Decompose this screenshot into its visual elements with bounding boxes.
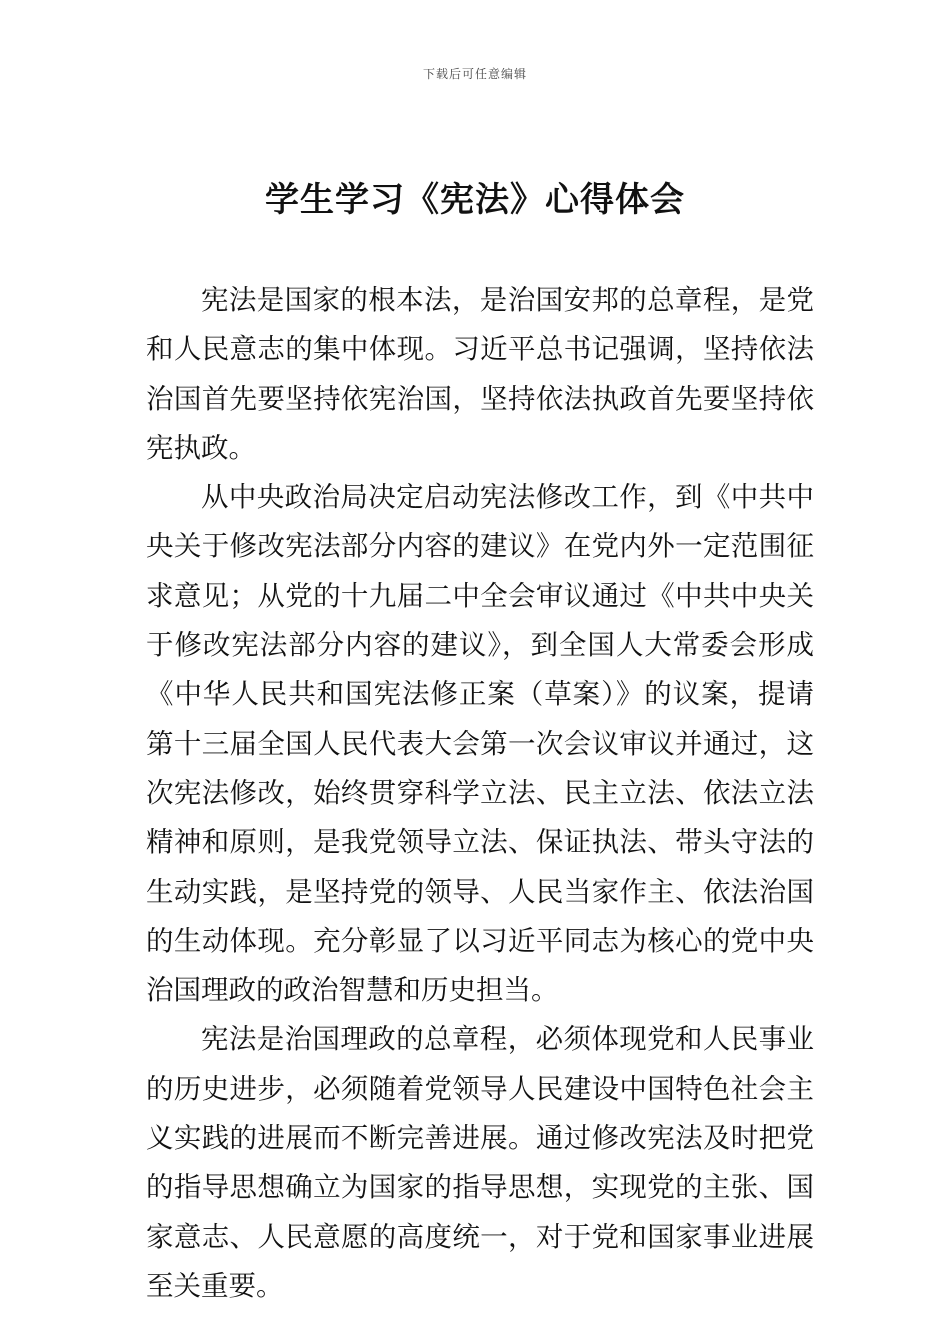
paragraph-3: 宪法是治国理政的总章程，必须体现党和人民事业的历史进步，必须随着党领导人民建设中国特色社会主义实践的进展而不断完善进展。通过修改宪法及时把党的指导思想确立为国家的指导思想，实现党的主张、国家意志、人民意愿的高度统一，对于党和国家事业进展至关重要。: [146, 1023, 814, 1302]
document-title: 学生学习《宪法》心得体会: [265, 180, 685, 220]
paragraph-1: 宪法是国家的根本法，是治国安邦的总章程，是党和人民意志的集中体现。习近平总书记强调，坚持依法治国首先要坚持依宪治国，坚持依法执政首先要坚持依宪执政。: [146, 284, 814, 464]
paragraph-2: 从中央政治局决定启动宪法修改工作，到《中共中央关于修改宪法部分内容的建议》在党内外一定范围征求意见；从党的十九届二中全会审议通过《中共中央关于修改宪法部分内容的建议》，到全国人大常委会形成《中华人民共和国宪法修正案（草案）》的议案，提请第十三届全国人民代表大会第一次会议审议并通过，这次宪法修改，始终贯穿科学立法、民主立法、依法立法精神和原则，是我党领导立法、保证执法、带头守法的生动实践，是坚持党的领导、人民当家作主、依法治国的生动体现。充分彰显了以习近平同志为核心的党中央治国理政的政治智慧和历史担当。: [146, 481, 814, 1007]
header-note: 下载后可任意编辑: [422, 67, 527, 81]
document-body: [146, 276, 814, 1311]
